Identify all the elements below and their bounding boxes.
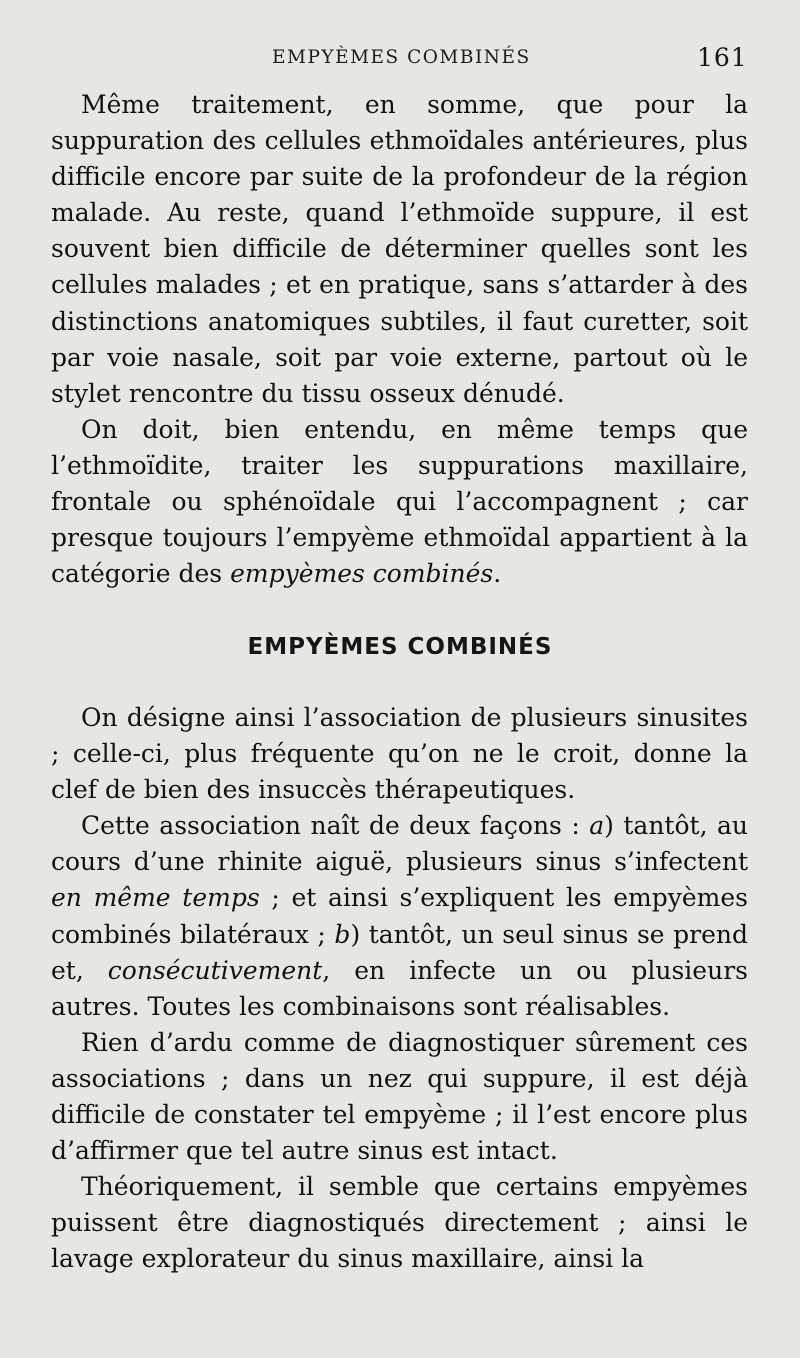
paragraph-text: ) tantôt, au cours d’une rhinite aiguë, plusieurs sinus s’infectent (51, 811, 749, 877)
italic-term: empyèmes combinés (230, 559, 494, 589)
paragraph-text: Rien d’ardu comme de diagnostiquer sûrement ces associations ; dans un nez qui suppure, il est déjà difficile de constater tel empyème ; il l’est encore plus d’affirmer que tel autre sinus est intact. (51, 1027, 748, 1166)
previous-section-text (51, 87, 748, 592)
paragraph-text: . (493, 559, 502, 589)
paragraph (51, 700, 748, 808)
paragraph (51, 1169, 748, 1277)
list-marker: b (334, 919, 351, 949)
paragraph (51, 412, 748, 592)
section-heading: EMPYÈMES COMBINÉS (247, 634, 553, 660)
paragraph-text: Cette association naît de deux façons : (81, 811, 590, 841)
running-title: EMPYÈMES COMBINÉS (272, 47, 531, 68)
page-number: 161 (697, 43, 748, 72)
paragraph-text: ; et ainsi s’expliquent les empyèmes combinés bilatéraux ; (51, 883, 749, 949)
paragraph-text: Théoriquement, il semble que certains empyèmes puissent être diagnostiqués directement ; ainsi le lavage explorateur du sinus maxillaire, ainsi la (51, 1172, 748, 1274)
section-body (51, 700, 748, 1278)
paragraph (51, 1025, 748, 1169)
paragraph-text: , en infecte un ou plusieurs autres. Toutes les combinaisons sont réalisables. (51, 955, 748, 1021)
paragraph-text: On désigne ainsi l’association de plusieurs sinusites ; celle-ci, plus fréquente qu’on ne le croit, donne la clef de bien des insuccès thérapeutiques. (51, 703, 748, 805)
list-marker: a (589, 811, 605, 841)
page-header (0, 43, 800, 75)
paragraph-text: Même traitement, en somme, que pour la suppuration des cellules ethmoïdales antérieures, plus difficile encore par suite de la profondeur de la région malade. Au reste, quand l’ethmoïde suppure, il est souvent bien difficile de déterminer quelles sont les cellules malades ; et en pratique, sans s’attarder à des distinctions anatomiques subtiles, il faut curetter, soit par voie nasale, soit par voie externe, partout où le stylet rencontre du tissu osseux dénudé. (51, 90, 748, 408)
paragraph-text: ) tantôt, un seul sinus se prend et, (51, 919, 749, 985)
paragraph-text: On doit, bien entendu, en même temps que l’ethmoïdite, traiter les suppurations maxillaire, frontale ou sphénoïdale qui l’accompagnent ; car presque toujours l’empyème ethmoïdal appartient à la catégorie des (51, 414, 748, 589)
italic-term: en même temps (51, 883, 260, 913)
italic-term: consécutivement (107, 955, 323, 985)
paragraph (51, 808, 748, 1025)
paragraph (51, 87, 748, 412)
